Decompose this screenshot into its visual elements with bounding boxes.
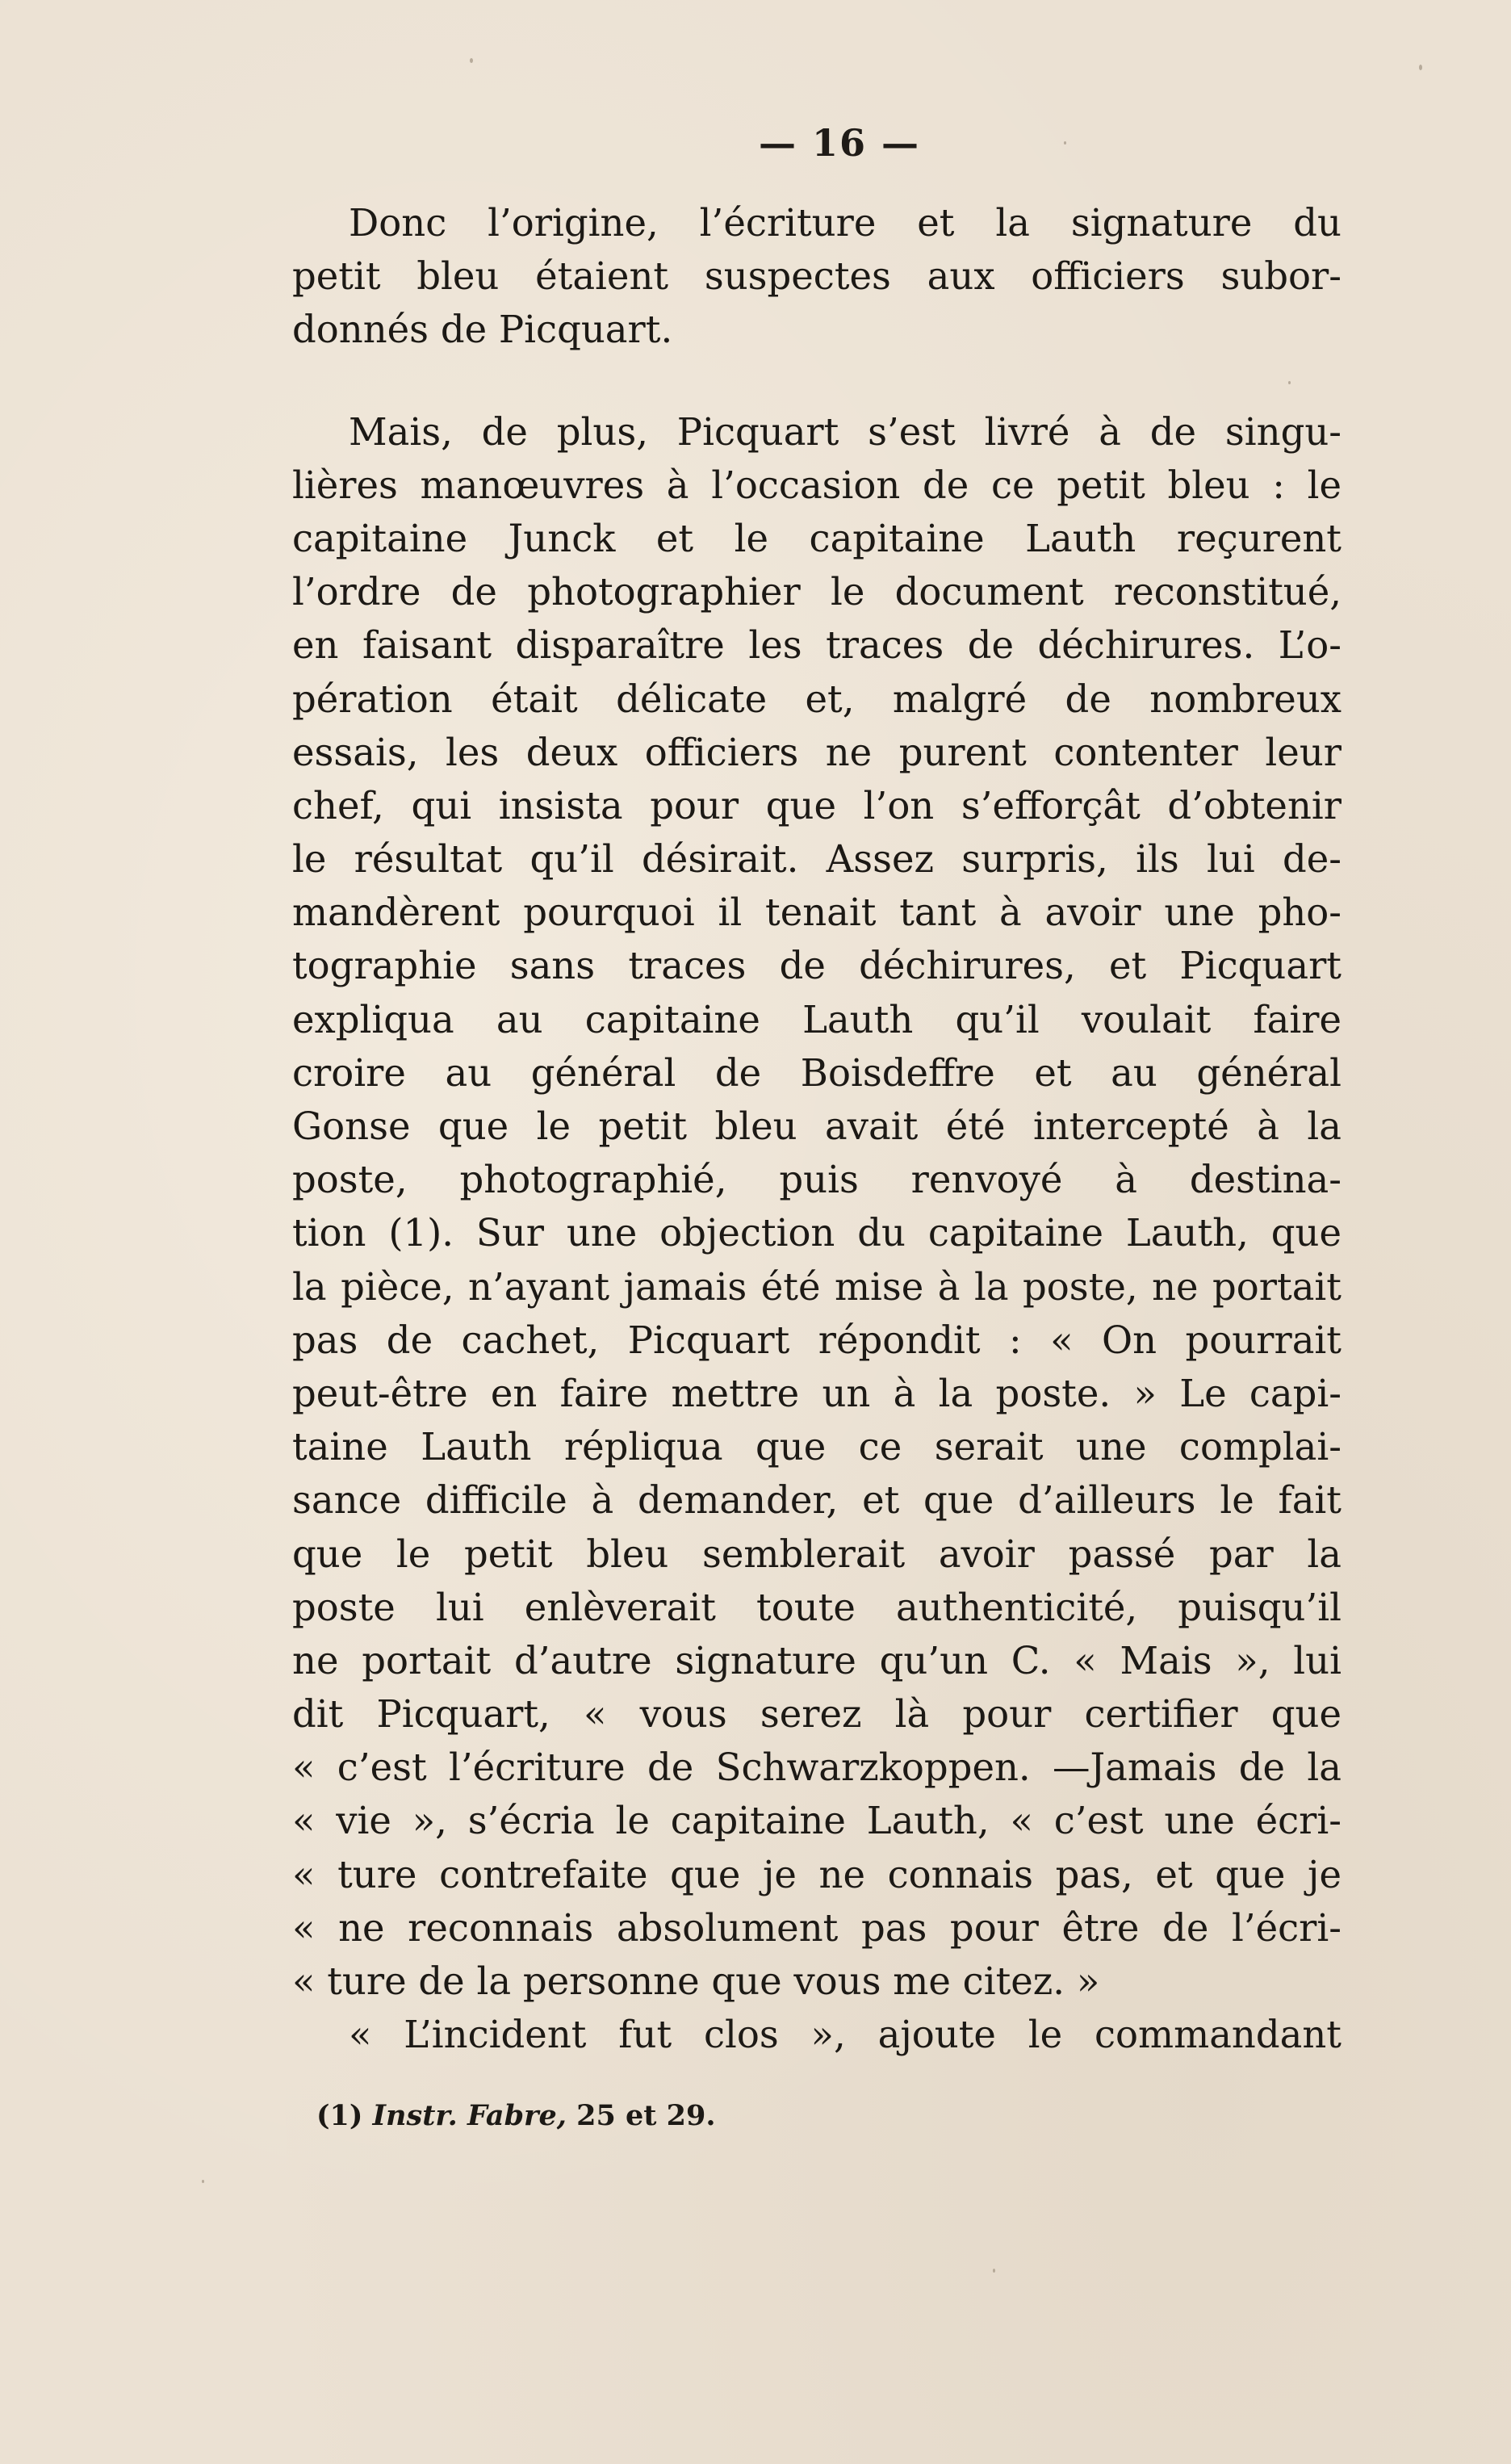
text-line: que le petit bleu semblerait avoir passé par la — [292, 1532, 1341, 1576]
text-line: lières manœuvres à l’occasion de ce petit bleu : le — [292, 463, 1341, 507]
footnote — [316, 2099, 716, 2132]
text-line: sance difficile à demander, et que d’ailleurs le fait — [292, 1478, 1341, 1523]
text-line: en faisant disparaître les traces de déchirures. L’o- — [292, 623, 1341, 668]
text-line: Donc l’origine, l’écriture et la signature du — [349, 201, 1341, 245]
paper-speck — [1419, 65, 1422, 70]
text-line: peut-être en faire mettre un à la poste. » Le capi- — [292, 1371, 1341, 1415]
text-line: « ture contrefaite que je ne connais pas, et que je — [292, 1852, 1341, 1896]
paragraph-gap — [292, 357, 1341, 405]
text-line: tion (1). Sur une objection du capitaine Lauth, que — [292, 1211, 1341, 1255]
body-text — [292, 196, 1341, 2061]
text-line: Mais, de plus, Picquart s’est livré à de singu- — [349, 409, 1341, 454]
footnote-marker: (1) — [316, 2099, 363, 2132]
text-line: Gonse que le petit bleu avait été intercepté à la — [292, 1104, 1341, 1148]
text-line: « vie », s’écria le capitaine Lauth, « c’est une écri- — [292, 1799, 1341, 1843]
text-line: pération était délicate et, malgré de nombreux — [292, 677, 1341, 721]
text-line: poste lui enlèverait toute authenticité, puisqu’il — [292, 1585, 1341, 1629]
text-line: pas de cachet, Picquart répondit : « On pourrait — [292, 1318, 1341, 1362]
text-line: taine Lauth répliqua que ce serait une complai- — [292, 1425, 1341, 1469]
text-line: essais, les deux officiers ne purent contenter leur — [292, 730, 1341, 774]
text-line: « c’est l’écriture de Schwarzkoppen. —Jamais de la — [292, 1745, 1341, 1790]
text-line: tographie sans traces de déchirures, et Picquart — [292, 944, 1341, 988]
footnote-source: Instr. Fabre, — [372, 2099, 567, 2132]
text-line: « L’incident fut clos », ajoute le commandant — [349, 2013, 1341, 2057]
text-line: le résultat qu’il désirait. Assez surpris, ils lui de- — [292, 837, 1341, 882]
text-line: poste, photographié, puis renvoyé à destina- — [292, 1158, 1341, 1202]
footnote-pages: 25 et 29. — [576, 2099, 716, 2132]
text-line: dit Picquart, « vous serez là pour certifier que — [292, 1692, 1341, 1737]
page-number: — 16 — — [758, 121, 921, 165]
text-line: ne portait d’autre signature qu’un C. « Mais », lui — [292, 1638, 1341, 1682]
paper-speck — [202, 2180, 204, 2183]
paper-speck — [1064, 141, 1066, 145]
paper-speck — [470, 58, 473, 63]
text-line: mandèrent pourquoi il tenait tant à avoir une pho- — [292, 890, 1341, 935]
text-line: « ture de la personne que vous me citez. » — [292, 1959, 1100, 2003]
text-line: petit bleu étaient suspectes aux officiers subor- — [292, 254, 1341, 299]
text-line: chef, qui insista pour que l’on s’efforçât d’obtenir — [292, 783, 1341, 828]
paper-speck — [993, 2269, 995, 2273]
text-line: la pièce, n’ayant jamais été mise à la poste, ne portait — [292, 1264, 1341, 1309]
text-line: croire au général de Boisdeffre et au général — [292, 1050, 1341, 1095]
text-line: capitaine Junck et le capitaine Lauth reçurent — [292, 516, 1341, 560]
text-line: « ne reconnais absolument pas pour être de l’écri- — [292, 1905, 1341, 1950]
text-line: l’ordre de photographier le document reconstitué, — [292, 570, 1341, 614]
text-line: donnés de Picquart. — [292, 308, 673, 352]
text-line: expliqua au capitaine Lauth qu’il voulait faire — [292, 997, 1341, 1041]
